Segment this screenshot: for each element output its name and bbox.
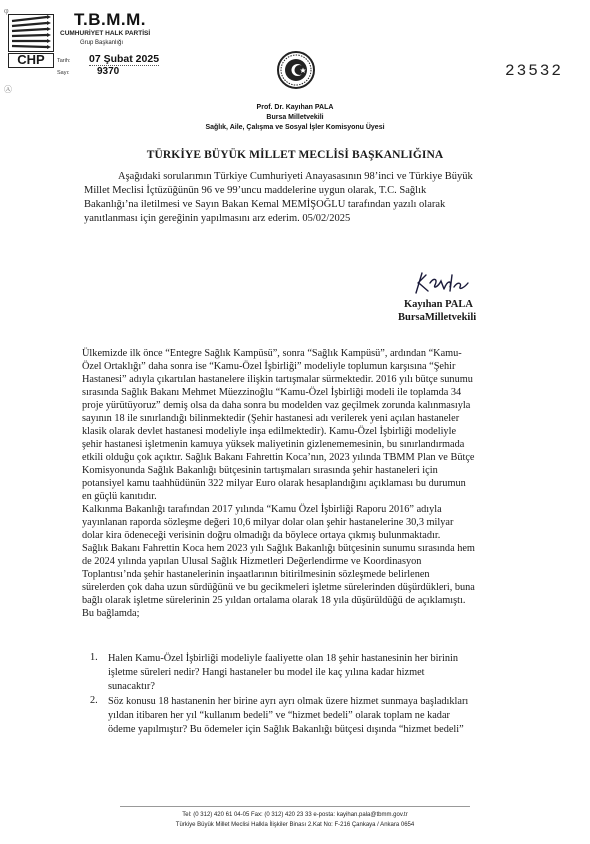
body-line: proje yürütüyoruz” demiş olsa da daha sonra bu modelden vaz geçilmek zorunda kalınmasıyla (82, 400, 471, 411)
question-line: Söz konusu 18 hastanenin her birine ayrı ayrı olmak üzere hizmet sunmaya başladıkları (108, 696, 469, 707)
signatory-name: Kayıhan PALA (404, 299, 473, 310)
side-mark: Ⓐ (4, 85, 12, 94)
body-line: bağlı olarak işletme sürelerinin 25 yıldan ortalama olarak 18 yıla düşürüldüğü de açıklamıştı. (82, 595, 466, 606)
footer-divider (120, 806, 470, 807)
question-number: 2. (90, 695, 98, 706)
question-line: yıldan itibaren her yıl “kullanım bedeli” ve “hizmet bedeli” olarak toplam ne kadar (108, 710, 450, 721)
body-line: klasik olarak devlet hastanesi modeliyle inşa edilmektedir). Kamu-Özel İşbirliği modeliyle (82, 426, 457, 437)
body-line: Ülkemizde ilk önce “Entegre Sağlık Kampüsü”, sonra “Sağlık Kampüsü”, ardından “Kamu- (82, 348, 462, 359)
body-line: en güçlü kanıtıdır. (82, 491, 157, 502)
six-arrows-icon (9, 15, 52, 50)
question-line: işletme süreleri nedir? Hangi hastaneler bu model ile kaç yılına kadar hizmet (108, 667, 425, 678)
side-mark: φ (4, 6, 9, 15)
intro-line: Aşağıdaki sorularımın Türkiye Cumhuriyeti Anayasasının 98’inci ve Türkiye Büyük (118, 171, 473, 182)
body-line: yayınlanan raporda sözleşme değeri 10,6 milyar dolar olan şehir hastanelerine 30,3 milyar (82, 517, 454, 528)
sender-committee: Sağlık, Aile, Çalışma ve Sosyal İşler Komisyonu Üyesi (205, 124, 385, 131)
org-title: T.B.M.M. (74, 10, 146, 29)
body-line: Kalkınma Bakanlığı tarafından 2017 yılında “Kamu Özel İşbirliği Raporu 2016” adıyla (82, 504, 442, 515)
chp-logo (8, 14, 54, 52)
page-title: TÜRKİYE BÜYÜK MİLLET MECLİSİ BAŞKANLIĞINA (146, 149, 444, 161)
question-line: sunacaktır? (108, 681, 155, 692)
party-abbreviation: CHP (8, 53, 54, 68)
number-value: 9370 (97, 66, 120, 77)
party-name: CUMHURİYET HALK PARTİSİ (60, 30, 151, 37)
footer-address: Türkiye Büyük Millet Meclisi Halkla İlişkiler Binası 2.Kat No: F-216 Çankaya / Ankara 0654 (175, 822, 415, 828)
body-line: Toplantısı’nda şehir hastanelerinin inşaatlarının bitirilmesinin sözleşmede belirlenen (82, 569, 430, 580)
number-label: Sayı: (57, 70, 70, 76)
body-line: dolar kira ödeneceği verisinin doğru olmadığı da böylece ortaya çıkmış bulunmaktadır. (82, 530, 441, 541)
body-line: etkili olduğu çok açıktır. Sağlık Bakanı Fahrettin Koca’nın, 2023 yılında TBMM Plan ve Bütçe (82, 452, 475, 463)
body-line: Bu bağlamda; (82, 608, 140, 619)
sender-title: Bursa Milletvekili (266, 114, 324, 121)
tbmm-emblem-icon (276, 50, 316, 90)
handwritten-signature (408, 269, 478, 297)
sender-name: Prof. Dr. Kayıhan PALA (256, 104, 334, 111)
intro-line: Millet Meclisi İçtüzüğünün 96 ve 99’uncu maddelerine uygun olarak, T.C. Sağlık (84, 185, 427, 196)
intro-line: Bakanlığı’na iletilmesi ve Sayın Bakan Kemal MEMİŞOĞLU tarafından yazılı olarak (84, 199, 446, 210)
question-line: Halen Kamu-Özel İşbirliği modeliyle faaliyette olan 18 şehir hastanesinin her birinin (108, 653, 458, 664)
body-line: Özel Ortaklığı” daha sonra ise “Kamu-Özel İşbirliği” modeliyle toplumun karşısına “Şehir (82, 361, 456, 372)
question-number: 1. (90, 652, 98, 663)
body-line: Komisyonunda Sağlık Bakanlığı bütçesinin tartışmaları sırasında şehir hastaneleri için (82, 465, 438, 476)
body-line: şehir hastanesi işletmenin kamuya yüksek maliyetinin gizlenememesinin, bu sınırlandırmada (82, 439, 465, 450)
body-line: Sağlık Bakanı Fahrettin Koca hem 2023 yılı Sağlık Bakanlığı bütçesinin sunumu sırasında hem (82, 543, 475, 554)
body-line: de 2024 yılında yapılan Ulusal Sağlık Hizmetleri Değerlendirme ve Koordinasyon (82, 556, 422, 567)
body-line: sırasında Sağlık Bakanı Mehmet Müezzinoğlu “Kamu-Özel İşbirliği modeli ile toplamda 34 (82, 387, 462, 398)
intro-line: yanıtlanması için gereğinin yapılmasını arz ederim. 05/02/2025 (84, 213, 351, 224)
footer-contact: Tel: (0 312) 420 61 04-05 Fax: (0 312) 420 23 33 e-posta: kayihan.pala@tbmm.gov.tr (182, 812, 408, 818)
date-value: 07 Şubat 2025 (89, 53, 160, 65)
date-label: Tarih: (57, 58, 71, 64)
body-line: Hastanesi” adıyla çıkartılan hastanelere ilişkin tartışmalar sürmektedir. 2016 yılı bütçe sunumu (82, 374, 473, 385)
body-line: sayının 18 ile sınırlandığı bilinmektedir (Şehir hastanesi adı verilerek yeni açılan hastaneler (82, 413, 460, 424)
document-number: 23532 (505, 62, 564, 80)
signatory-title: BursaMilletvekili (398, 312, 477, 323)
body-line: potansiyel kamu taahhüdünün 322 milyar Euro olarak hesaplandığını açıklaması bu durumun (82, 478, 466, 489)
question-line: ödeme yapılmıştır? Bu ödemeler için Sağlık Bakanlığı bütçesi dışında “hizmet bedeli” (108, 724, 464, 735)
body-line: sürelerden çok daha uzun sürdüğünü ve bu gecikmeleri işletme sürelerinden düşürdükleri, buna (82, 582, 475, 593)
party-group: Grup Başkanlığı (80, 40, 124, 46)
